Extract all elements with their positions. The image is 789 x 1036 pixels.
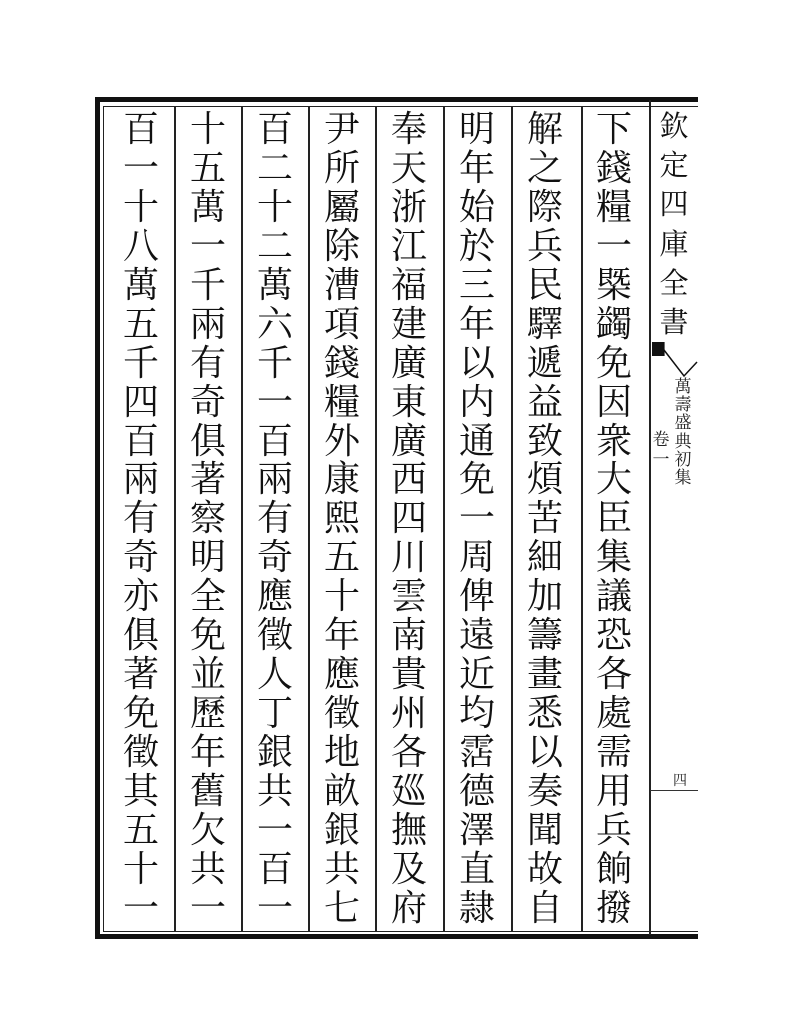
character: 明	[458, 109, 495, 150]
character: 著	[122, 654, 159, 696]
character: 四	[659, 187, 689, 222]
character: 十	[122, 848, 159, 890]
character: 奇	[256, 537, 293, 579]
character: 一	[256, 887, 293, 929]
character: 隷	[458, 887, 495, 929]
character: 銀	[256, 732, 293, 773]
character: 年	[458, 147, 495, 189]
character: 建	[390, 303, 427, 345]
character: 漕	[323, 264, 360, 306]
character: 直	[458, 848, 495, 890]
text-column-3	[451, 109, 503, 929]
character: 盛	[674, 413, 692, 434]
character: 兩	[122, 459, 159, 501]
character: 初	[674, 449, 692, 470]
character: 六	[256, 303, 293, 345]
character: 百	[256, 848, 293, 890]
character: 萬	[189, 186, 226, 228]
character: 霑	[458, 732, 495, 773]
character: 十	[189, 109, 226, 150]
character: 其	[122, 770, 159, 812]
character: 五	[323, 537, 360, 579]
character: 應	[256, 576, 293, 618]
character: 俱	[122, 615, 159, 657]
character: 免	[122, 693, 159, 735]
character: 因	[595, 381, 632, 423]
character: 十	[256, 186, 293, 228]
character: 奇	[189, 381, 226, 423]
character: 錢	[323, 342, 360, 384]
character: 八	[122, 225, 159, 267]
page-number: 四	[673, 773, 687, 789]
character: 五	[122, 809, 159, 851]
character: 奉	[390, 109, 427, 150]
character: 兵	[595, 809, 632, 851]
character: 五	[122, 303, 159, 345]
character: 周	[458, 537, 495, 579]
character: 二	[256, 147, 293, 189]
character: 雲	[390, 576, 427, 618]
character: 際	[526, 186, 563, 228]
character: 餉	[595, 848, 632, 890]
character: 德	[458, 770, 495, 812]
character: 遞	[526, 342, 563, 384]
character: 均	[458, 693, 495, 735]
character: 共	[189, 848, 226, 890]
character: 應	[323, 654, 360, 696]
character: 萬	[674, 377, 692, 397]
character: 一	[189, 225, 226, 267]
character: 致	[526, 420, 563, 462]
character: 百	[256, 109, 293, 150]
character: 各	[390, 732, 427, 773]
character: 亦	[122, 576, 159, 618]
character: 煩	[526, 459, 563, 501]
character: 三	[458, 264, 495, 306]
character: 悉	[526, 693, 563, 735]
character: 兩	[256, 459, 293, 501]
character: 益	[526, 381, 563, 423]
character: 苦	[526, 498, 563, 540]
character: 貴	[390, 654, 427, 696]
character: 徵	[122, 732, 159, 773]
character: 共	[256, 770, 293, 812]
character: 之	[526, 147, 563, 189]
character: 糧	[595, 186, 632, 228]
character: 一	[652, 450, 670, 471]
character: 遠	[458, 615, 495, 657]
character: 廵	[390, 770, 427, 812]
character: 所	[323, 147, 360, 189]
character: 集	[674, 467, 692, 488]
character: 二	[256, 225, 293, 267]
character: 一	[256, 809, 293, 851]
column-rule	[581, 107, 583, 932]
character: 解	[526, 109, 563, 150]
character: 千	[122, 342, 159, 384]
character: 舊	[189, 770, 226, 812]
character: 十	[323, 576, 360, 618]
character: 欠	[189, 809, 226, 851]
character: 萬	[122, 264, 159, 306]
character: 奇	[122, 537, 159, 579]
character: 兵	[526, 225, 563, 267]
volume-label	[650, 430, 672, 471]
character: 及	[390, 848, 427, 890]
character: 需	[595, 732, 632, 773]
character: 澤	[458, 809, 495, 851]
character: 糧	[323, 381, 360, 423]
column-rule	[375, 107, 377, 932]
character: 徵	[323, 693, 360, 735]
character: 銀	[323, 809, 360, 851]
character: 近	[458, 654, 495, 696]
character: 百	[256, 420, 293, 462]
character: 康	[323, 459, 360, 501]
character: 除	[323, 225, 360, 267]
character: 千	[256, 342, 293, 384]
text-column-8	[115, 109, 167, 929]
column-rule	[241, 107, 243, 932]
character: 一	[256, 381, 293, 423]
character: 用	[595, 770, 632, 812]
character: 免	[595, 342, 632, 384]
character: 民	[526, 264, 563, 306]
character: 五	[189, 147, 226, 189]
character: 百	[122, 420, 159, 462]
character: 七	[323, 887, 360, 929]
character: 免	[458, 459, 495, 501]
character: 一	[458, 498, 495, 540]
character: 千	[189, 264, 226, 306]
character: 並	[189, 654, 226, 696]
character: 自	[526, 887, 563, 929]
character: 一	[122, 887, 159, 929]
column-rule	[174, 107, 176, 932]
character: 江	[390, 225, 427, 267]
character: 天	[390, 147, 427, 189]
character: 屬	[323, 186, 360, 228]
fishtail-mark-icon	[650, 340, 698, 380]
text-column-7	[182, 109, 234, 929]
character: 壽	[674, 395, 692, 416]
character: 一	[595, 225, 632, 267]
character: 卷	[652, 430, 670, 450]
character: 畝	[323, 770, 360, 812]
collection-title	[655, 109, 693, 339]
text-column-1	[588, 109, 640, 929]
character: 以	[458, 342, 495, 384]
text-column-5	[316, 109, 368, 929]
character: 四	[122, 381, 159, 423]
character: 撥	[595, 887, 632, 929]
character: 四	[390, 498, 427, 540]
book-title	[672, 378, 694, 487]
character: 議	[595, 576, 632, 618]
character: 欽	[659, 109, 689, 143]
character: 大	[595, 459, 632, 501]
character: 籌	[526, 615, 563, 657]
character: 定	[659, 148, 689, 183]
character: 外	[323, 420, 360, 462]
character: 處	[595, 693, 632, 735]
character: 年	[458, 303, 495, 345]
character: 於	[458, 225, 495, 267]
text-column-2	[519, 109, 571, 929]
character: 徵	[256, 615, 293, 657]
character: 福	[390, 264, 427, 306]
character: 一	[122, 147, 159, 189]
character: 明	[189, 537, 226, 579]
character: 以	[526, 732, 563, 773]
character: 一	[189, 887, 226, 929]
character: 丁	[256, 693, 293, 735]
character: 廣	[390, 342, 427, 384]
character: 蠲	[595, 303, 632, 345]
character: 川	[390, 537, 427, 579]
margin-bottom-rule	[650, 790, 698, 791]
column-rule	[308, 107, 310, 932]
character: 庫	[659, 226, 689, 261]
character: 南	[390, 615, 427, 657]
character: 全	[659, 265, 689, 300]
character: 細	[526, 537, 563, 579]
character: 十	[122, 186, 159, 228]
character: 典	[674, 431, 692, 452]
character: 下	[595, 109, 632, 150]
character: 集	[595, 537, 632, 579]
character: 東	[390, 381, 427, 423]
character: 驛	[526, 303, 563, 345]
character: 西	[390, 459, 427, 501]
character: 年	[189, 732, 226, 773]
character: 免	[189, 615, 226, 657]
character: 浙	[390, 186, 427, 228]
character: 俱	[189, 420, 226, 462]
character: 年	[323, 615, 360, 657]
character: 臣	[595, 498, 632, 540]
character: 百	[122, 109, 159, 150]
character: 項	[323, 303, 360, 345]
column-rule	[511, 107, 513, 932]
character: 尹	[323, 109, 360, 150]
character: 始	[458, 186, 495, 228]
character: 内	[458, 381, 495, 423]
character: 各	[595, 654, 632, 696]
character: 察	[189, 498, 226, 540]
character: 歷	[189, 693, 226, 735]
character: 廣	[390, 420, 427, 462]
character: 兩	[189, 303, 226, 345]
character: 衆	[595, 420, 632, 462]
character: 恐	[595, 615, 632, 657]
character: 共	[323, 848, 360, 890]
character: 槩	[595, 264, 632, 306]
character: 地	[323, 732, 360, 773]
character: 故	[526, 848, 563, 890]
character: 撫	[390, 809, 427, 851]
character: 通	[458, 420, 495, 462]
character: 熙	[323, 498, 360, 540]
character: 加	[526, 576, 563, 618]
character: 有	[189, 342, 226, 384]
character: 人	[256, 654, 293, 696]
column-rule	[443, 107, 445, 932]
character: 府	[390, 887, 427, 929]
character: 畫	[526, 654, 563, 696]
text-column-6	[249, 109, 301, 929]
character: 有	[122, 498, 159, 540]
character: 有	[256, 498, 293, 540]
character: 書	[659, 304, 689, 339]
character: 萬	[256, 264, 293, 306]
character: 著	[189, 459, 226, 501]
text-column-4	[383, 109, 435, 929]
character: 聞	[526, 809, 563, 851]
character: 奏	[526, 770, 563, 812]
character: 州	[390, 693, 427, 735]
character: 俾	[458, 576, 495, 618]
character: 錢	[595, 147, 632, 189]
character: 全	[189, 576, 226, 618]
